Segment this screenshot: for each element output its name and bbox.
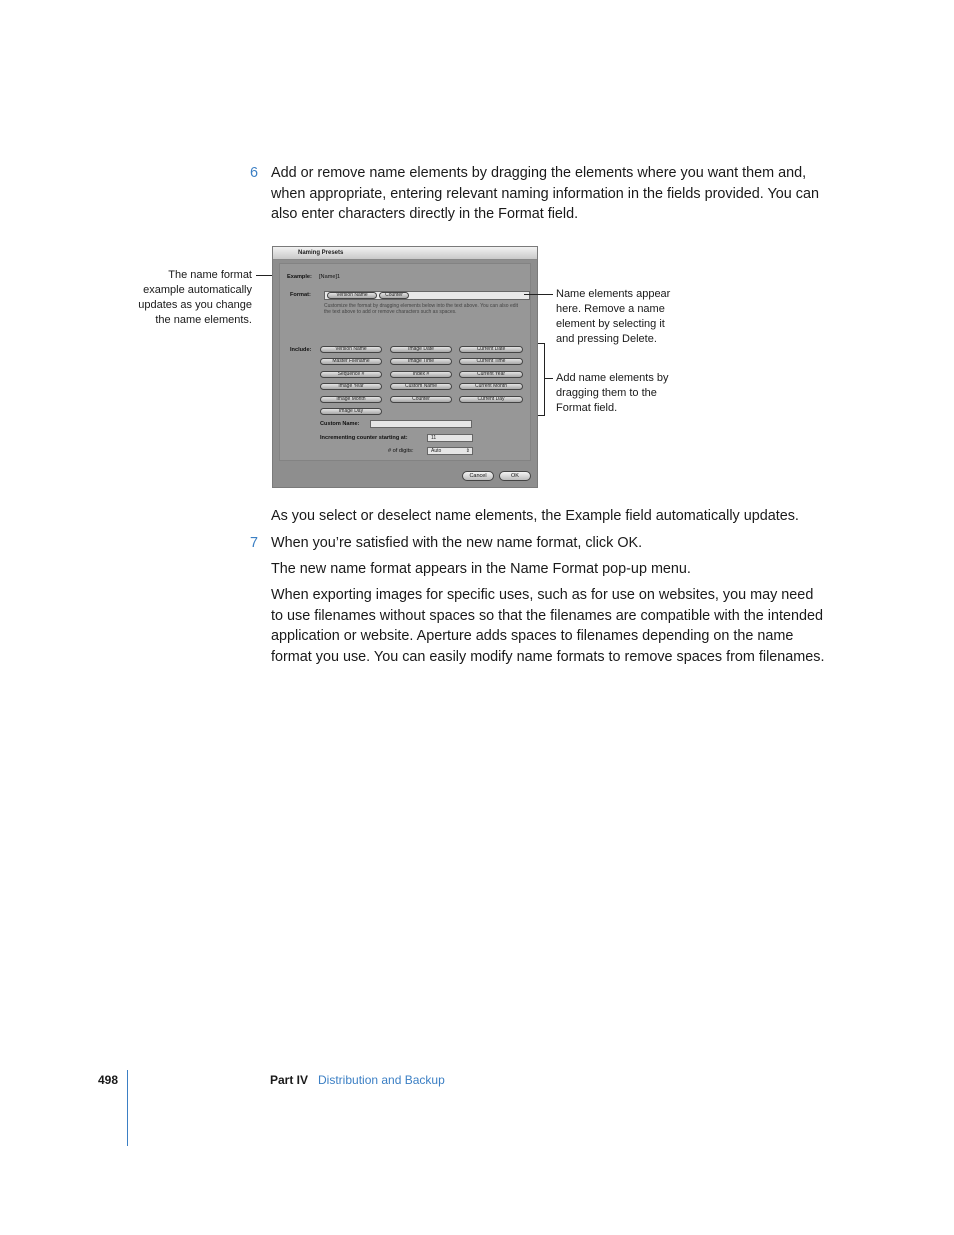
element-counter[interactable]: Counter xyxy=(390,396,452,403)
callout-example: The name format example automatically updates as you change the name elements. xyxy=(138,269,252,326)
element-sequence[interactable]: Sequence # xyxy=(320,371,382,378)
paragraph-exporting: When exporting images for specific uses, such as for use on websites, you may need to use filenames without spaces so that the filenames are compatible with the intended application or website. Aperture adds spaces to filenames depending on the name format you use. You can easily modify name formats to remove spaces from filenames. xyxy=(271,587,825,665)
cancel-button[interactable]: Cancel xyxy=(462,471,494,481)
element-custom-name[interactable]: Custom Name xyxy=(390,383,452,390)
dialog-panel xyxy=(279,263,531,461)
custom-name-label: Custom Name: xyxy=(320,421,360,427)
element-master-filename[interactable]: Master Filename xyxy=(320,358,382,365)
naming-presets-dialog xyxy=(272,246,538,488)
counter-label: Incrementing counter starting at: xyxy=(320,435,408,441)
element-image-year[interactable]: Image Year xyxy=(320,383,382,390)
digits-select[interactable] xyxy=(427,447,473,455)
element-current-month[interactable]: Current Month xyxy=(459,383,523,390)
include-label: Include: xyxy=(290,347,312,353)
element-current-time[interactable]: Current Time xyxy=(459,358,523,365)
element-image-date[interactable]: Image Date xyxy=(390,346,452,353)
callout-add-elements: Add name elements by dragging them to the Format field. xyxy=(556,372,669,414)
callout-line-right-top xyxy=(524,294,553,295)
callout-bracket xyxy=(538,343,545,416)
part-label: Part IV xyxy=(270,1073,309,1087)
element-image-month[interactable]: Image Month xyxy=(320,396,382,403)
element-current-day[interactable]: Current Day xyxy=(459,396,523,403)
element-version-name[interactable]: Version Name xyxy=(320,346,382,353)
element-current-year[interactable]: Current Year xyxy=(459,371,523,378)
example-value: [Name]1 xyxy=(319,274,341,280)
step-text: When you’re satisfied with the new name format, click OK. xyxy=(271,535,643,551)
step-text: Add or remove name elements by dragging the elements where you want them and, when appropriate, entering relevant naming information in the fields provided. You can also enter characters directly in the Format field. xyxy=(271,165,819,223)
format-field[interactable] xyxy=(324,291,530,300)
digits-value: Auto xyxy=(431,448,442,454)
format-hint: Customize the format by dragging elements below into the text above. You can also edit the text above to add or remove characters such as spaces. xyxy=(324,303,519,315)
step-number: 6 xyxy=(250,165,259,181)
element-current-date[interactable]: Current Date xyxy=(459,346,523,353)
digits-label: # of digits: xyxy=(388,448,414,454)
dialog-title: Naming Presets xyxy=(273,247,537,260)
format-token-version-name[interactable]: Version Name xyxy=(327,292,377,299)
custom-name-input[interactable] xyxy=(370,420,472,428)
counter-input[interactable]: 11 xyxy=(427,434,473,442)
chapter-title: Distribution and Backup xyxy=(318,1073,445,1087)
element-image-day[interactable]: Image Day xyxy=(320,408,382,415)
page-number: 498 xyxy=(98,1073,119,1087)
callout-line-right-bottom xyxy=(545,378,553,379)
callout-name-elements: Name elements appear here. Remove a name element by selecting it and pressing Delete. xyxy=(556,288,671,345)
ok-button[interactable]: OK xyxy=(499,471,531,481)
select-arrows-icon: ⇕ xyxy=(465,448,470,454)
paragraph-new-format: The new name format appears in the Name Format pop-up menu. xyxy=(271,561,691,577)
format-token-counter[interactable]: Counter xyxy=(379,292,409,299)
element-image-time[interactable]: Image Time xyxy=(390,358,452,365)
example-label: Example: xyxy=(287,274,312,280)
footer-part xyxy=(270,1073,445,1087)
format-label: Format: xyxy=(290,292,311,298)
footer-rule xyxy=(127,1070,128,1146)
paragraph-example-updates: As you select or deselect name elements, the Example field automatically updates. xyxy=(271,508,799,524)
step-number: 7 xyxy=(250,535,259,551)
element-index[interactable]: Index # xyxy=(390,371,452,378)
